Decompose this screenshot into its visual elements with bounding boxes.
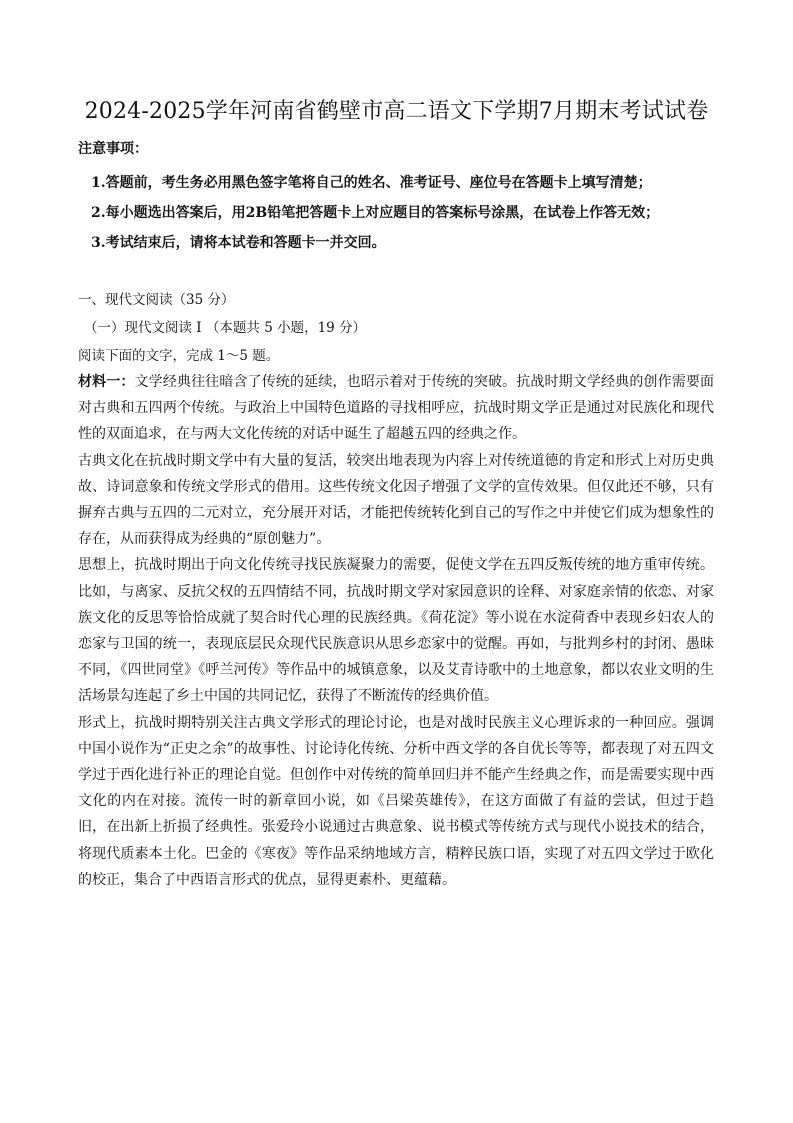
reading-instruction: 阅读下面的文字，完成 1～5 题。 — [78, 348, 280, 364]
notice-item-1: 1.答题前，考生务必用黑色签字笔将自己的姓名、准考证号、座位号在答题卡上填写清楚； — [91, 175, 652, 191]
material-one-text — [78, 369, 714, 893]
paragraph-3: 思想上，抗战时期出于向文化传统寻找民族凝聚力的需要，促使文学在五四反叛传统的地方重审传统。比如，与离家、反抗父权的五四情结不同，抗战时期文学对家园意识的诠释、对家庭亲情的依恋、对家族文化的反思等恰恰成就了契合时代心理的民族经典。《荷花淀》等小说在水淀荷香中表现乡妇农人的恋家与卫国的统一，表现底层民众现代民族意识从思乡恋家中的觉醒。再如，与批判乡村的封闭、愚昧不同，《四世同堂》《呼兰河传》等作品中的城镇意象，以及艾青诗歌中的土地意象，都以农业文明的生活场景勾连起了乡土中国的共同记忆，获得了不断流传的经典价值。 — [78, 557, 714, 705]
material-label: 材料一： — [78, 374, 135, 390]
paragraph-4: 形式上，抗战时期特别关注古典文学形式的理论讨论，也是对战时民族主义心理诉求的一种回应。强调中国小说作为“正史之余”的故事性、讨论诗化传统、分析中西文学的各自优长等等，都表现了对五四文学过于西化进行补正的理论自觉。但创作中对传统的简单回归并不能产生经典之作，而是需要实现中西文化的内在对接。流传一时的新章回小说，如《吕梁英雄传》，在这方面做了有益的尝试，但过于趋旧，在出新上折损了经典性。张爱玲小说通过古典意象、说书模式等传统方式与现代小说技术的结合，将现代质素本土化。巴金的《寒夜》等作品采纳地域方言，精粹民族口语，实现了对五四文学过于欧化的校正，集合了中西语言形式的优点，显得更素朴、更蕴藉。 — [78, 714, 714, 888]
paragraph-2: 古典文化在抗战时期文学中有大量的复活，较突出地表现为内容上对传统道德的肯定和形式上对历史典故、诗词意象和传统文学形式的借用。这些传统文化因子增强了文学的宣传效果。但仅此还不够，只有摒弃古典与五四的二元对立，充分展开对话，才能把传统转化到自己的写作之中并使它们成为想象性的存在，从而获得成为经典的“原创魅力”。 — [78, 452, 714, 548]
paragraph-1-text: 文学经典往往暗含了传统的延续，也昭示着对于传统的突破。抗战时期文学经典的创作需要面对古典和五四两个传统。与政治上中国特色道路的寻找相呼应，抗战时期文学正是通过对民族化和现代性的双面追求，在与两大文化传统的对话中诞生了超越五四的经典之作。 — [78, 374, 714, 443]
notice-heading: 注意事项： — [78, 141, 148, 157]
notice-item-2: 2.每小题选出答案后，用2B铅笔把答题卡上对应题目的答案标号涂黑，在试卷上作答无效； — [91, 205, 660, 221]
document-title: 2024-2025学年河南省鹤壁市高二语文下学期7月期末考试试卷 — [84, 99, 709, 124]
notice-item-3: 3.考试结束后，请将本试卷和答题卡一并交回。 — [91, 235, 386, 251]
paragraph-1 — [78, 369, 714, 448]
section-heading: 一、现代文阅读（35 分） — [78, 292, 235, 308]
subsection-heading: （一）现代文阅读 I （本题共 5 小题，19 分） — [84, 320, 367, 336]
